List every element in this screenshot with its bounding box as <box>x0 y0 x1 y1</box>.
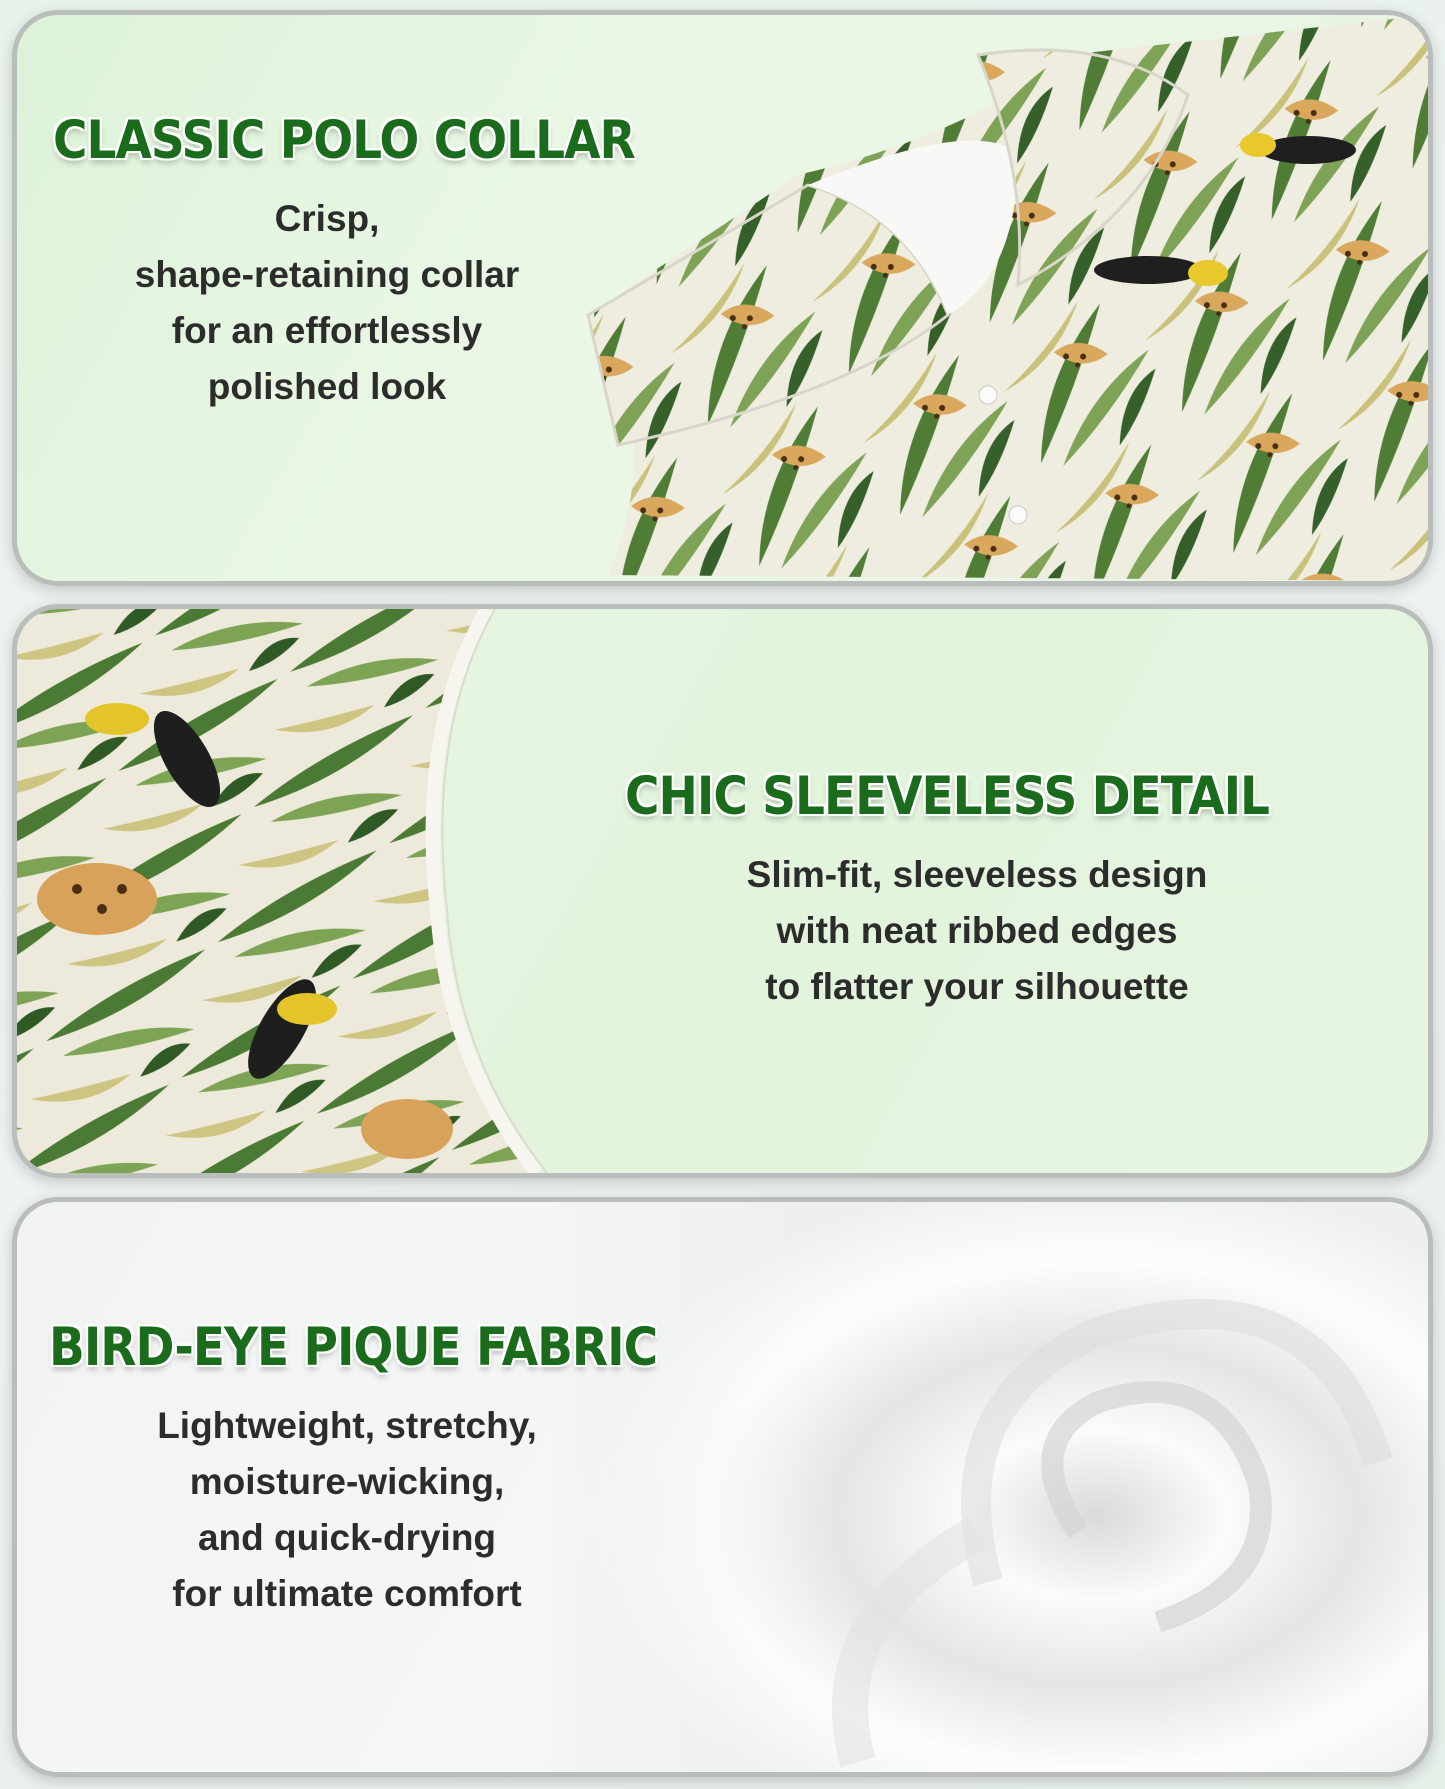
feature-line: polished look <box>207 366 447 407</box>
feature-panel-collar <box>12 10 1433 586</box>
feature-line: and quick-drying <box>197 1517 497 1558</box>
feature-description <box>617 847 1337 1015</box>
feature-line: with neat ribbed edges <box>776 910 1178 951</box>
polo-collar-illustration <box>548 15 1428 581</box>
feature-heading: CLASSIC POLO COLLAR <box>53 109 635 172</box>
feature-panel-fabric <box>12 1197 1433 1777</box>
feature-description <box>77 1398 617 1622</box>
feature-heading: CHIC SLEEVELESS DETAIL <box>625 765 1270 828</box>
feature-heading: BIRD-EYE PIQUE FABRIC <box>49 1316 658 1379</box>
feature-line: for an effortlessly <box>171 310 483 351</box>
feature-panel-sleeveless <box>12 604 1433 1178</box>
sleeveless-illustration <box>17 609 577 1173</box>
feature-line: moisture-wicking, <box>189 1461 505 1502</box>
feature-line: Crisp, <box>274 198 380 239</box>
feature-description <box>57 191 597 415</box>
feature-line: Lightweight, stretchy, <box>157 1405 537 1446</box>
feature-line: shape-retaining collar <box>134 254 520 295</box>
feature-line: Slim-fit, sleeveless design <box>746 854 1208 895</box>
feature-line: for ultimate comfort <box>172 1573 522 1614</box>
feature-line: to flatter your silhouette <box>765 966 1189 1007</box>
pique-fabric-illustration <box>558 1202 1428 1772</box>
